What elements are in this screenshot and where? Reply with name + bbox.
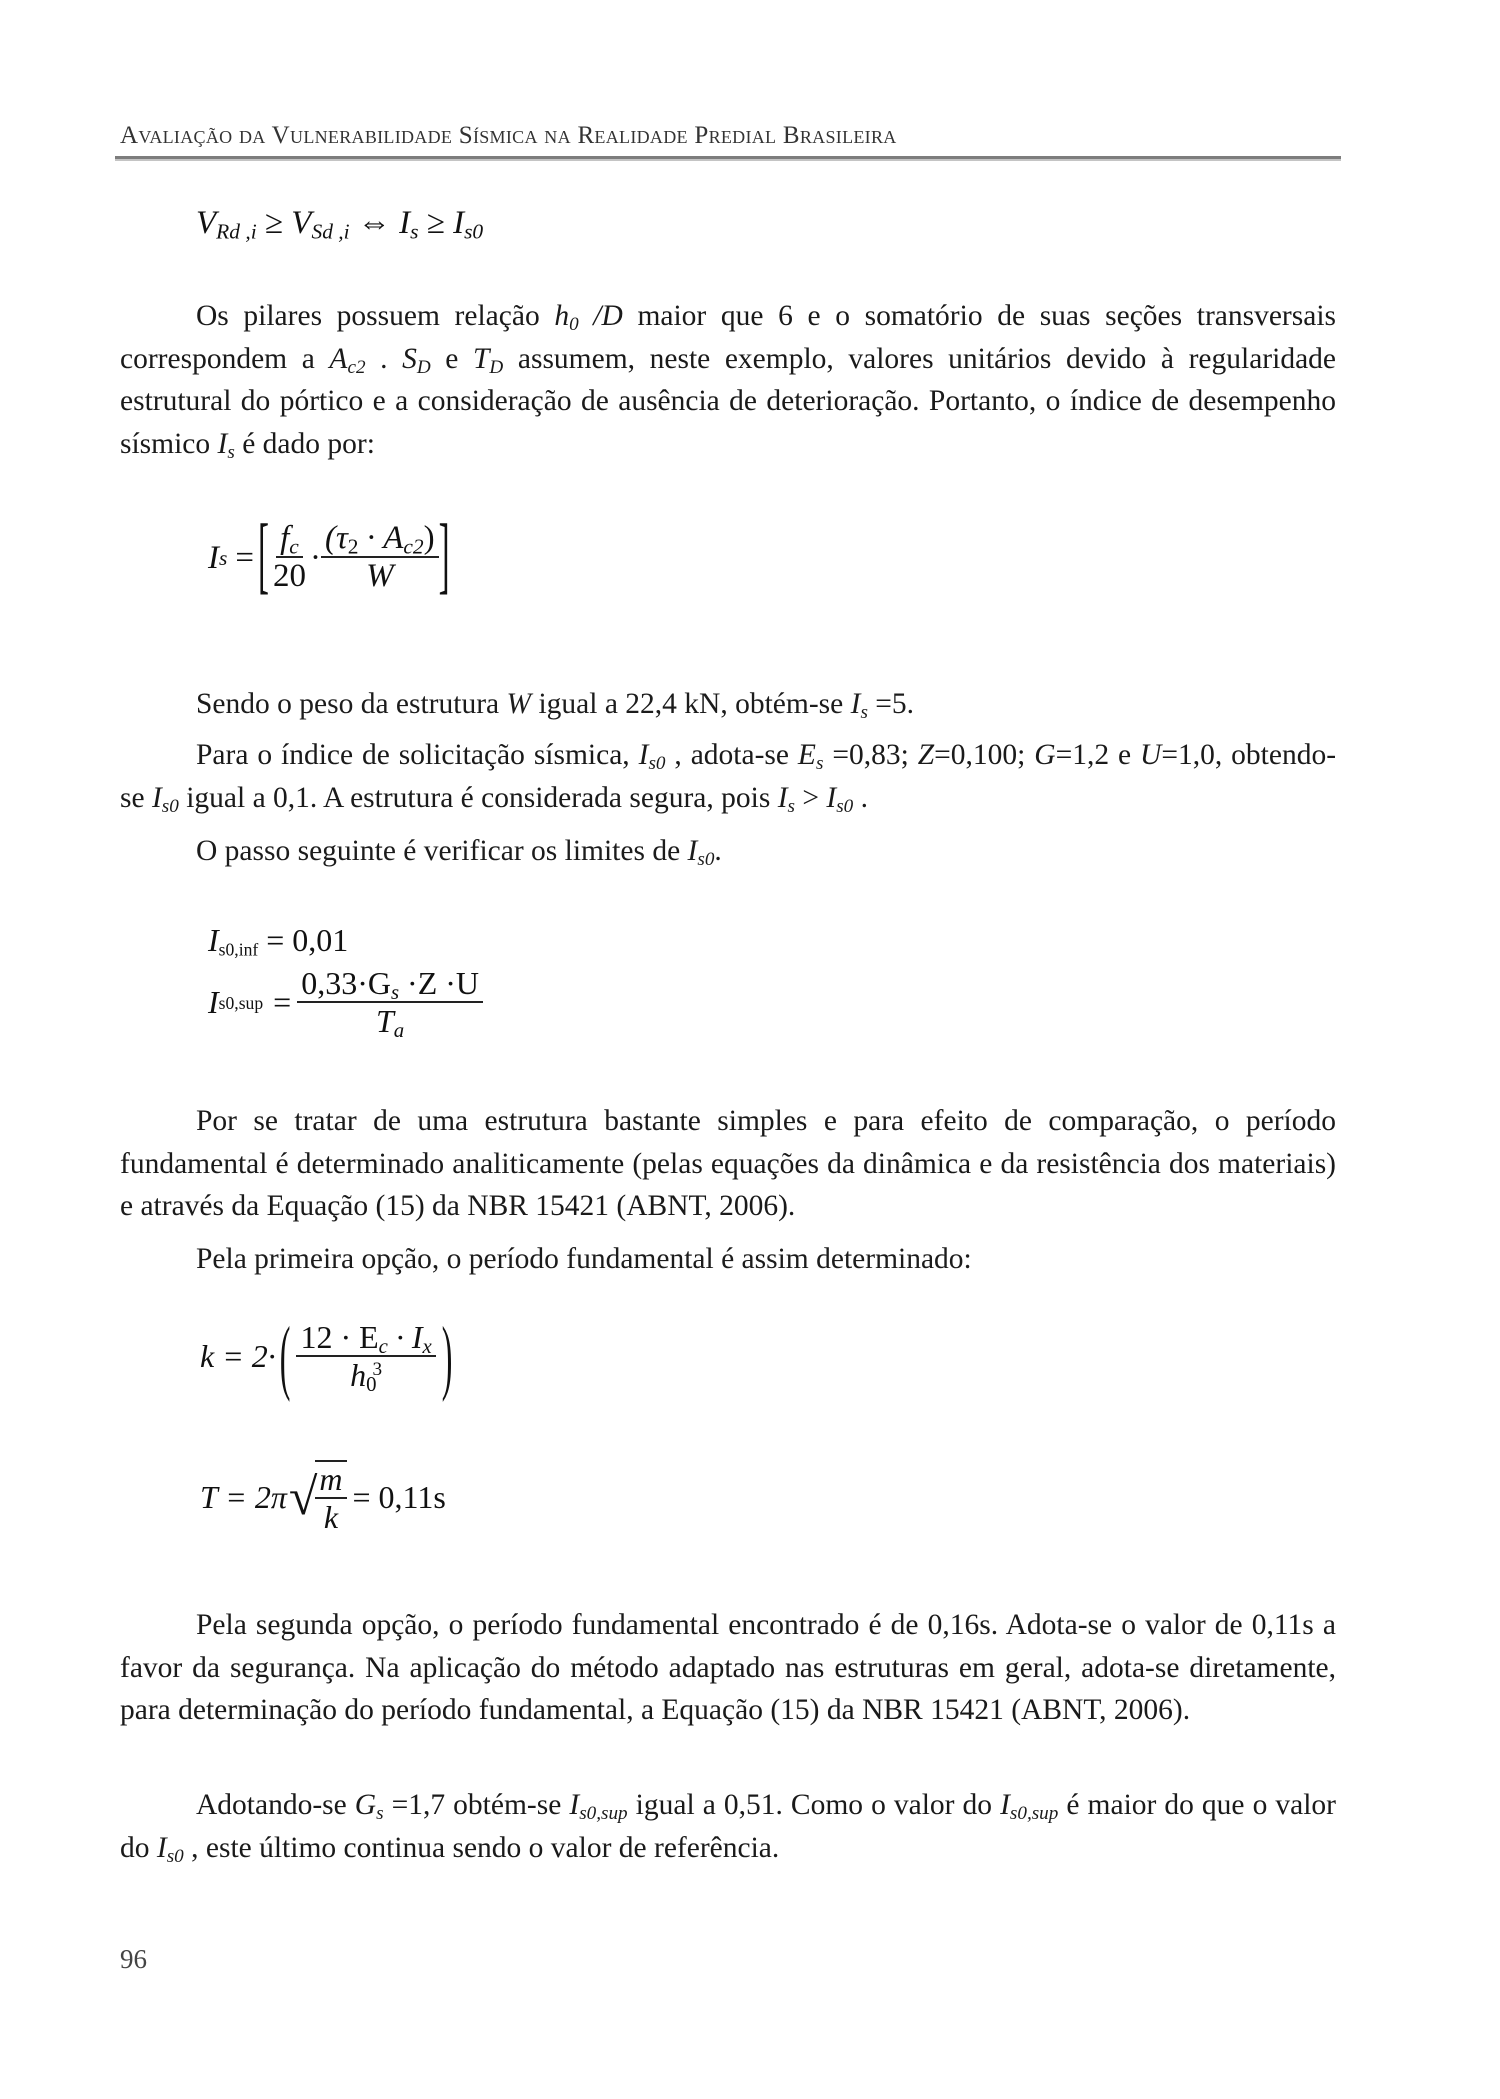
eq-superscript: 3 — [372, 1358, 383, 1380]
eq-symbol: k = 2· — [200, 1338, 276, 1375]
math-symbol: I — [777, 781, 788, 814]
eq-denominator: k — [323, 1499, 339, 1536]
eq-subscript: s — [219, 546, 228, 571]
paragraph-seismic-demand — [120, 734, 1336, 819]
text-run: Os pilares possuem relação — [196, 300, 555, 332]
math-subscript: s — [227, 441, 235, 463]
math-subscript: s — [860, 701, 868, 723]
square-root-sign: √ — [288, 1469, 318, 1527]
math-symbol: E — [797, 739, 816, 771]
eq-symbol: T = 2π — [200, 1479, 287, 1516]
eq-symbol: I — [208, 984, 219, 1021]
eq-subscript: a — [393, 1019, 405, 1043]
equation-is0-limits — [208, 922, 483, 1043]
eq-symbol: m — [319, 1461, 343, 1497]
text-run: igual a 22,4 kN, obtém-se — [531, 688, 851, 720]
equation-period-t — [200, 1460, 446, 1536]
math-subscript: s0 — [166, 1845, 184, 1867]
text-run: igual a 0,1. A estrutura é considerada segura, pois — [178, 781, 778, 814]
eq-subscript: c2 — [403, 534, 424, 559]
math-subscript: 0 — [569, 313, 579, 335]
eq-symbol: 0,33·G — [301, 965, 391, 1001]
text-run: Por se tratar de uma estrutura bastante simples e para efeito de comparação, o período fundamental é determinado analiticamente (pelas equações da dinâmica e da resistência dos materiais) e através da Equação (15) da NBR 15421 (ABNT, 2006). — [120, 1105, 1336, 1222]
eq-denominator: W — [366, 558, 394, 595]
text-run: > — [794, 781, 827, 814]
math-subscript: s — [815, 752, 824, 774]
math-subscript: s — [376, 1802, 384, 1824]
fraction-stiffness — [296, 1319, 435, 1397]
paragraph-second-option — [120, 1604, 1336, 1732]
eq-denominator: h — [350, 1357, 367, 1394]
text-run: maior que 6 e o somatório de suas seções transversais correspondem a — [120, 300, 1337, 375]
math-subscript: D — [416, 356, 431, 378]
math-symbol: I — [217, 427, 228, 460]
eq-operator: · — [309, 539, 321, 576]
math-symbol: I — [1000, 1789, 1010, 1821]
text-run: , adota-se — [665, 739, 798, 771]
math-symbol: I — [638, 739, 649, 771]
math-subscript: D — [489, 356, 504, 378]
text-run: e — [430, 342, 473, 375]
eq-symbol: V — [196, 205, 217, 241]
math-symbol: I — [826, 781, 837, 814]
left-bracket: [ — [257, 510, 269, 604]
text-run: Sendo o peso da estrutura — [196, 688, 507, 720]
text-run: =1,7 obtém-se — [383, 1789, 570, 1821]
text-run: Para o índice de solicitação sísmica, — [196, 739, 639, 771]
paragraph-pillars — [120, 295, 1336, 465]
text-run: Pela primeira opção, o período fundamental é assim determinado: — [196, 1243, 972, 1275]
math-symbol: A — [329, 342, 348, 375]
text-run: O passo seguinte é verificar os limites de — [196, 835, 688, 867]
text-run: é dado por: — [234, 427, 375, 460]
paragraph-fundamental-period — [120, 1100, 1336, 1228]
math-symbol: I — [151, 781, 162, 814]
math-symbol: h — [554, 300, 570, 332]
right-bracket: ] — [438, 510, 450, 604]
eq-value: = 0,01 — [266, 922, 349, 958]
math-symbol: I — [156, 1831, 167, 1864]
fraction-tau-area-weight — [321, 520, 439, 596]
eq-symbol: I — [399, 205, 411, 241]
text-run: . — [714, 835, 722, 867]
math-subscript: s — [787, 795, 795, 817]
paragraph-next-step — [196, 830, 722, 872]
text-run: =0,100; — [934, 739, 1035, 771]
math-subscript: s0 — [648, 752, 666, 774]
eq-symbol: I — [453, 205, 465, 241]
header-rule — [115, 156, 1341, 161]
text-run: =1,2 e — [1055, 739, 1141, 771]
text-run: , este último continua sendo o valor de referência. — [183, 1831, 780, 1864]
eq-subscript: 2 — [347, 534, 359, 559]
right-paren: ) — [441, 1308, 453, 1403]
math-symbol: /D — [578, 300, 623, 332]
math-symbol: T — [473, 342, 490, 375]
eq-denominator: T — [376, 1003, 394, 1040]
eq-subscript: s0 — [464, 219, 484, 244]
text-run: . — [365, 342, 403, 375]
eq-symbol: · A — [358, 520, 404, 556]
math-subscript: s0,sup — [579, 1802, 628, 1824]
eq-subscript: s — [410, 219, 419, 244]
math-symbol: U — [1140, 739, 1162, 771]
eq-symbol: V — [291, 205, 312, 241]
eq-subscript: s0,sup — [218, 992, 264, 1013]
text-run: assumem, neste exemplo, valores unitários devido à regularidade estrutural do pórtico e a consideração de ausência de deterioração. Portanto, o índice de desempenho sísmico — [120, 342, 1337, 460]
math-subscript: s0 — [697, 848, 715, 870]
math-symbol: Z — [917, 739, 935, 771]
math-symbol: S — [402, 342, 417, 375]
fraction-is0-sup — [297, 965, 483, 1043]
eq-operator: ≥ — [426, 205, 445, 241]
paragraph-weight — [196, 683, 914, 725]
equation-stiffness-k — [200, 1308, 453, 1403]
text-run: igual a 0,51. Como o valor do — [627, 1789, 1001, 1821]
page-number: 96 — [120, 1944, 147, 1974]
equation-shear-condition — [196, 205, 483, 242]
eq-operator: = — [235, 539, 254, 576]
math-symbol: G — [354, 1789, 377, 1821]
math-symbol: I — [850, 688, 861, 720]
text-run: . — [853, 781, 868, 814]
text-run: é maior do que o valor do — [120, 1789, 1336, 1864]
text-run: Pela segunda opção, o período fundamental encontrado é de 0,16s. Adota-se o valor de 0,11s a favor da segurança. Na aplicação do método adaptado nas estruturas em geral, adota-se diretamente, para determinação do período fundamental, a Equação (15) da NBR 15421 (ABNT, 2006). — [120, 1609, 1336, 1726]
eq-subscript: Rd ,i — [216, 219, 257, 244]
fraction-fc-20 — [269, 520, 310, 596]
fraction-m-over-k — [315, 1460, 346, 1536]
eq-subscript: c — [378, 1335, 388, 1359]
paragraph-gs-result — [120, 1784, 1336, 1869]
text-run: Adotando-se — [196, 1789, 355, 1821]
math-symbol: I — [687, 835, 698, 867]
equation-is0-inf — [208, 922, 483, 968]
equation-is0-sup — [208, 965, 483, 1043]
math-subscript: c2 — [347, 356, 366, 378]
eq-operator: ⇔ — [357, 205, 391, 241]
eq-value: = 0,11s — [352, 1479, 446, 1516]
eq-denominator: 20 — [272, 558, 306, 595]
eq-symbol: I — [208, 922, 219, 958]
eq-subscript: s — [390, 981, 400, 1005]
math-symbol: I — [569, 1789, 580, 1821]
eq-operator: = — [273, 984, 292, 1021]
text-run: =0,83; — [823, 739, 918, 771]
running-header: Avaliação da Vulnerabilidade Sísmica na Realidade Predial Brasileira — [120, 122, 897, 149]
math-subscript: s0 — [161, 795, 179, 817]
eq-symbol: ) — [423, 520, 435, 556]
eq-symbol: · I — [387, 1319, 423, 1355]
math-subscript: s0 — [836, 795, 854, 817]
math-subscript: s0,sup — [1009, 1802, 1059, 1824]
eq-symbol: (τ — [324, 520, 348, 556]
paragraph-first-option — [196, 1238, 972, 1280]
math-symbol: G — [1034, 739, 1056, 771]
eq-symbol: 12 · E — [300, 1319, 379, 1355]
eq-symbol: I — [208, 539, 219, 576]
eq-subscript: x — [422, 1335, 432, 1359]
eq-symbol: ·Z ·U — [399, 965, 480, 1001]
left-paren: ( — [279, 1308, 291, 1403]
eq-subscript: 0 — [366, 1373, 377, 1397]
eq-subscript: Sd ,i — [311, 219, 350, 244]
eq-operator: ≥ — [264, 205, 284, 241]
eq-symbol: f — [280, 520, 290, 556]
text-run: =5. — [867, 688, 915, 720]
math-symbol: W — [506, 688, 532, 720]
eq-subscript: s0,inf — [218, 939, 259, 960]
eq-subscript: c — [289, 534, 299, 559]
equation-seismic-performance-index — [208, 510, 450, 604]
text-run: =1,0, obtendo-se — [120, 739, 1337, 814]
